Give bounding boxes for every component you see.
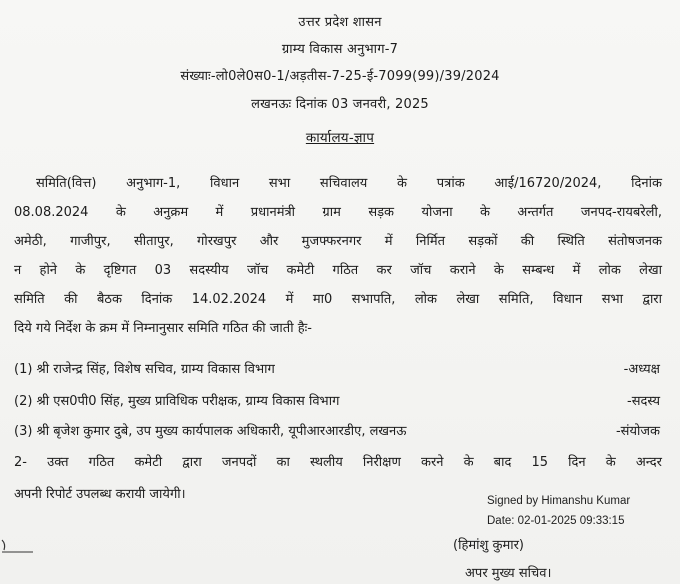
document-title: कार्यालय-ज्ञाप — [305, 130, 375, 146]
member-row — [14, 421, 660, 439]
member-role: -संयोजक — [615, 424, 660, 439]
issue-date: लखनऊः दिनांक 03 जनवरी, 2025 — [251, 97, 429, 112]
para2-line-2: अपनी रिपोर्ट उपलब्ध करायी जायेगी। — [14, 487, 186, 502]
body-line-4: न होने के दृष्टिगत 03 सदस्यीय जॉच कमेटी गठित कर जॉच कराने के सम्बन्ध में लोक लेखा — [14, 263, 662, 278]
member-row — [14, 359, 660, 377]
digital-signature-name: Signed by Himanshu Kumar — [487, 495, 631, 507]
government-name: उत्तर प्रदेश शासन — [298, 15, 382, 30]
body-line-5: समिति की बैठक दिनांक 14.02.2024 में मा0 सभापति, लोक लेखा समिति, विधान सभा द्वारा — [14, 292, 662, 307]
member-row — [14, 391, 660, 409]
body-line-6: दिये गये निर्देश के क्रम में निम्नानुसार समिति गठित की जाती हैः- — [14, 321, 312, 336]
body-line-2: 08.08.2024 के अनुक्रम में प्रधानमंत्री ग्राम सड़क योजना के अन्तर्गत जनपद-रायबरेली, — [14, 205, 662, 220]
margin-mark — [0, 538, 34, 554]
body-line-3: अमेठी, गाजीपुर, सीतापुर, गोरखपुर और मुजफ्फरनगर में निर्मित सड़कों की स्थिति संतोषजनक — [14, 234, 662, 249]
member-text: (2) श्री एस0पी0 सिंह, मुख्य प्राविधिक परीक्षक, ग्राम्य विकास विभाग — [14, 394, 340, 409]
body-line-1: समिति(वित्त) अनुभाग-1, विधान सभा सचिवालय के पत्रांक आई/16720/2024, दिनांक — [36, 176, 662, 191]
member-text: (1) श्री राजेन्द्र सिंह, विशेष सचिव, ग्राम्य विकास विभाग — [14, 362, 275, 377]
member-role: -सदस्य — [627, 394, 660, 409]
para2-line-1: 2- उक्त गठित कमेटी द्वारा जनपदों का स्थलीय निरीक्षण करने के बाद 15 दिन के अन्दर — [14, 455, 662, 470]
signatory-designation: अपर मुख्य सचिव। — [465, 566, 552, 581]
department-name: ग्राम्य विकास अनुभाग-7 — [281, 42, 399, 57]
member-role: -अध्यक्ष — [623, 362, 660, 377]
reference-number: संख्याः-लो0ले0स0-1/अड़तीस-7-25-ई-7099(99)/39/2024 — [180, 69, 500, 84]
member-text: (3) श्री बृजेश कुमार दुबे, उप मुख्य कार्यपालक अधिकारी, यूपीआरआरडीए, लखनऊ — [14, 424, 407, 439]
digital-signature-date: Date: 02-01-2025 09:33:15 — [487, 515, 625, 527]
signatory-name: (हिमांशु कुमार) — [453, 538, 524, 553]
